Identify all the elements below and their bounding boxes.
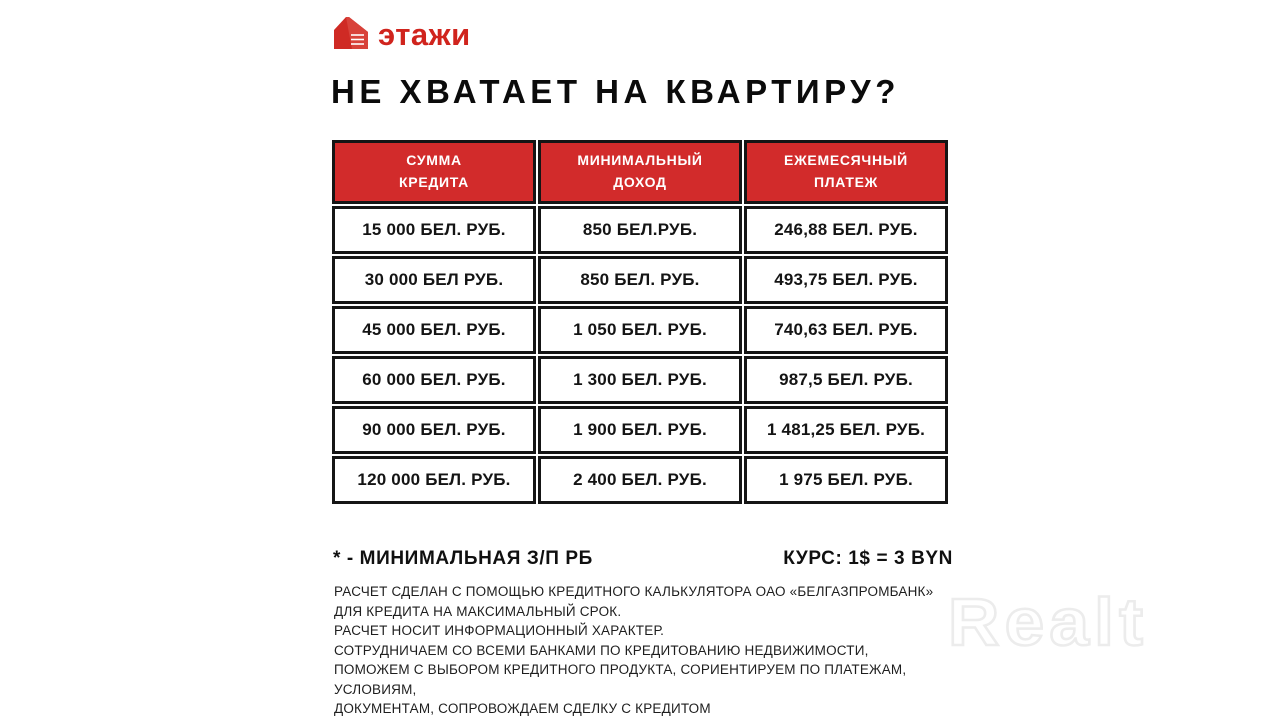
table-cell: 740,63 БЕЛ. РУБ.: [744, 306, 948, 354]
footnote-min-salary: * - МИНИМАЛЬНАЯ З/П РБ: [333, 548, 593, 569]
header-credit-sum: [332, 140, 536, 204]
header-line: МИНИМАЛЬНЫЙ: [577, 152, 703, 169]
table-cell: 45 000 БЕЛ. РУБ.: [332, 306, 536, 354]
table-cell: 2 400 БЕЛ. РУБ.: [538, 456, 742, 504]
table-row: [332, 206, 948, 254]
disclaimer-line: ДЛЯ КРЕДИТА НА МАКСИМАЛЬНЫЙ СРОК.: [334, 603, 622, 619]
table-header-row: [332, 140, 948, 204]
table-cell: 1 481,25 БЕЛ. РУБ.: [744, 406, 948, 454]
header-min-income: [538, 140, 742, 204]
credit-table: [330, 138, 950, 506]
table-cell: 15 000 БЕЛ. РУБ.: [332, 206, 536, 254]
table-cell: 60 000 БЕЛ. РУБ.: [332, 356, 536, 404]
table-cell: 120 000 БЕЛ. РУБ.: [332, 456, 536, 504]
table-row: [332, 256, 948, 304]
table-cell: 987,5 БЕЛ. РУБ.: [744, 356, 948, 404]
table-cell: 30 000 БЕЛ РУБ.: [332, 256, 536, 304]
header-line: ДОХОД: [613, 174, 667, 190]
disclaimer-line: ДОКУМЕНТАМ, СОПРОВОЖДАЕМ СДЕЛКУ С КРЕДИТОМ: [334, 701, 711, 716]
header-line: ПЛАТЕЖ: [813, 174, 879, 190]
footnote-row: [333, 548, 953, 570]
table-row: [332, 406, 948, 454]
header-monthly-payment: [744, 140, 948, 204]
disclaimer-text: [334, 582, 954, 719]
table-cell: 1 900 БЕЛ. РУБ.: [538, 406, 742, 454]
header-line: ЕЖЕМЕСЯЧНЫЙ: [784, 152, 908, 169]
disclaimer-line: УСЛОВИЯМ,: [334, 681, 417, 697]
disclaimer-line: ПОМОЖЕМ С ВЫБОРОМ КРЕДИТНОГО ПРОДУКТА, СОРИЕНТИРУЕМ ПО ПЛАТЕЖАМ,: [334, 662, 907, 677]
brand-logo-text: этажи: [378, 16, 471, 52]
table-cell: 246,88 БЕЛ. РУБ.: [744, 206, 948, 254]
disclaimer-line: РАСЧЕТ НОСИТ ИНФОРМАЦИОННЫЙ ХАРАКТЕР.: [334, 623, 665, 638]
table-cell: 1 975 БЕЛ. РУБ.: [744, 456, 948, 504]
table-row: [332, 306, 948, 354]
table-cell: 1 050 БЕЛ. РУБ.: [538, 306, 742, 354]
disclaimer-line: СОТРУДНИЧАЕМ СО ВСЕМИ БАНКАМИ ПО КРЕДИТОВАНИЮ НЕДВИЖИМОСТИ,: [334, 642, 869, 658]
house-icon: [333, 16, 369, 50]
table-row: [332, 356, 948, 404]
page-title: НЕ ХВАТАЕТ НА КВАРТИРУ?: [331, 73, 900, 110]
realt-watermark: Realt: [948, 585, 1149, 660]
table-cell: 1 300 БЕЛ. РУБ.: [538, 356, 742, 404]
brand-logo: [333, 16, 471, 50]
disclaimer-line: РАСЧЕТ СДЕЛАН С ПОМОЩЬЮ КРЕДИТНОГО КАЛЬКУЛЯТОРА ОАО «БЕЛГАЗПРОМБАНК»: [334, 584, 934, 599]
header-line: КРЕДИТА: [399, 174, 469, 190]
table-cell: 850 БЕЛ. РУБ.: [538, 256, 742, 304]
footnote-exchange-rate: КУРС: 1$ = 3 BYN: [783, 548, 953, 569]
header-line: СУММА: [406, 152, 462, 169]
table-row: [332, 456, 948, 504]
table-cell: 850 БЕЛ.РУБ.: [538, 206, 742, 254]
table-cell: 493,75 БЕЛ. РУБ.: [744, 256, 948, 304]
table-cell: 90 000 БЕЛ. РУБ.: [332, 406, 536, 454]
